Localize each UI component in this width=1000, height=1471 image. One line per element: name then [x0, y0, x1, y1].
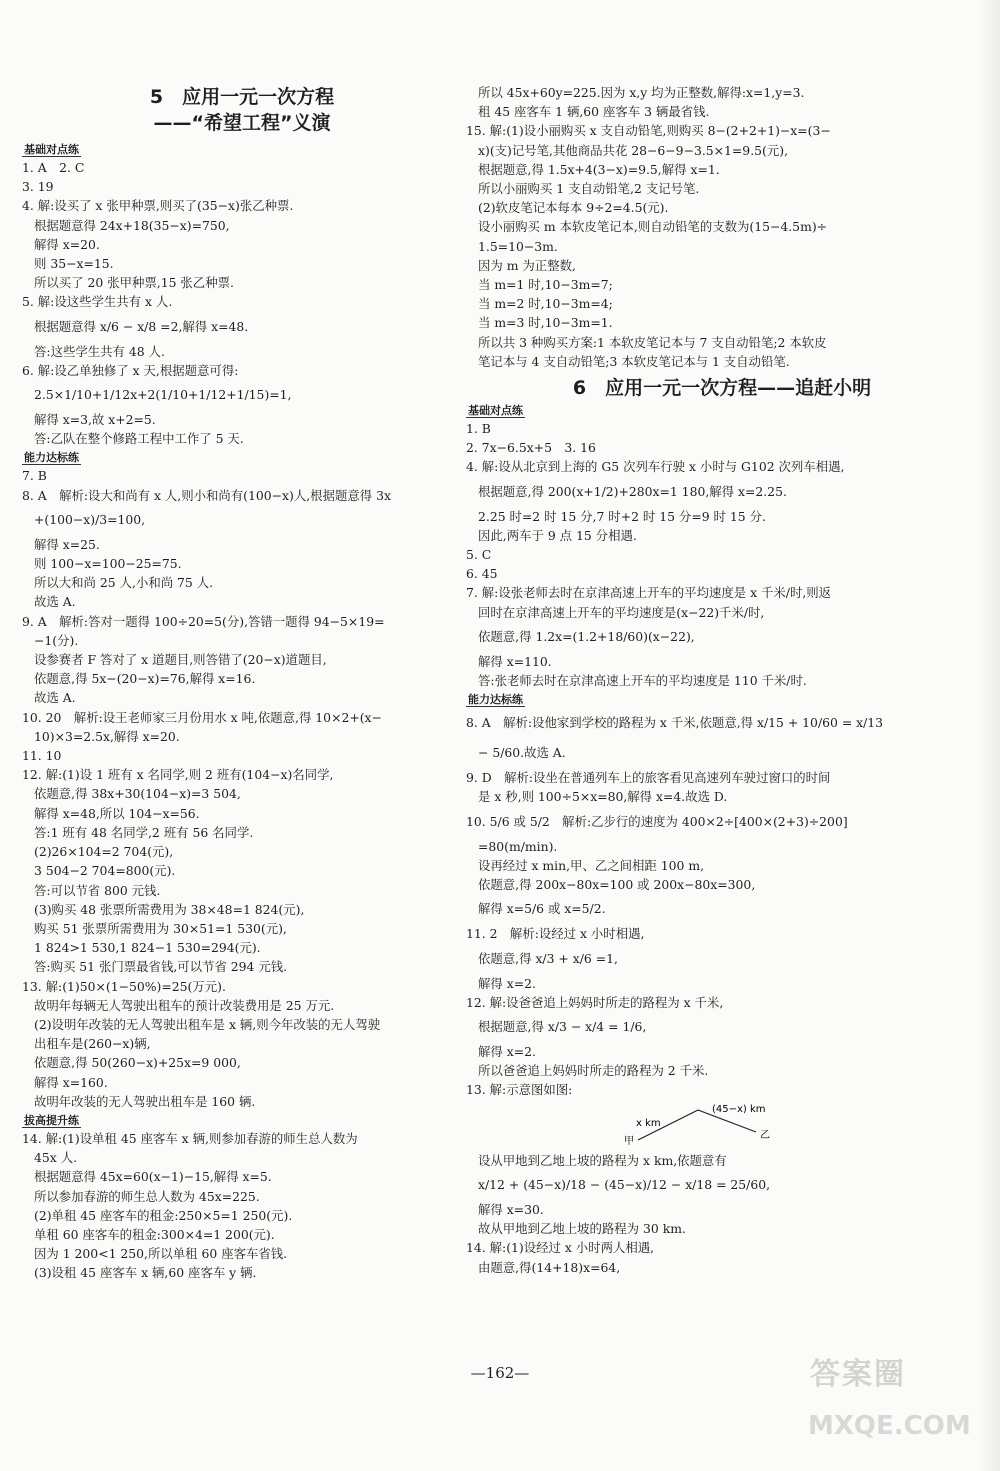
section-ability-practice-6: 能力达标练: [468, 693, 523, 707]
answers-advanced-5: [22, 1129, 462, 1283]
answer-line: 当 m=3 时,10−3m=1.: [478, 315, 613, 331]
answer-line: 购买 51 张票所需费用为 30×51=1 530(元),: [34, 920, 287, 936]
answer-line: 6. 解:设乙单独修了 x 天,根据题意可得:: [22, 362, 239, 378]
answer-line: 则 100−x=100−25=75.: [34, 556, 182, 572]
answer-line: 笔记本与 4 支自动铅笔;3 本软皮笔记本与 1 支自动铅笔.: [478, 353, 790, 369]
answers-ability-6: [466, 708, 978, 1099]
answer-line: 根据题意得 24x+18(35−x)=750,: [34, 217, 230, 233]
answer-line: 当 m=2 时,10−3m=4;: [478, 296, 613, 312]
answer-line: 4. 解:设从北京到上海的 G5 次列车行驶 x 小时与 G102 次列车相遇,: [466, 459, 845, 475]
watermark-logo: [790, 1357, 980, 1463]
answer-line: 依题意,得 5x−(20−x)=76,解得 x=16.: [34, 671, 256, 687]
diagram-end-point: 乙: [760, 1129, 770, 1141]
answer-line: 答:乙队在整个修路工程中工作了 5 天.: [34, 431, 244, 447]
answer-line: +(100−x)/3=100,: [34, 511, 146, 527]
answer-line: 设再经过 x min,甲、乙之间相距 100 m,: [478, 857, 705, 873]
section-basic-practice-6: 基础对点练: [468, 404, 523, 418]
watermark-url: MXQE.COM: [808, 1411, 971, 1441]
answer-line: 解得 x=5/6 或 x=5/2.: [478, 901, 606, 917]
answers-basic-5: [22, 158, 462, 448]
answer-line: 设从甲地到乙地上坡的路程为 x km,依题意有: [478, 1152, 727, 1168]
answer-line: 故选 A.: [34, 690, 76, 706]
answer-line: 8. A 解析:设他家到学校的路程为 x 千米,依题意,得 x/15 + 10/60 = x/13: [466, 715, 884, 731]
answer-line: 1.5=10−3m.: [478, 238, 558, 254]
answer-line: 解得 x=3,故 x+2=5.: [34, 412, 156, 428]
answers-advanced-5-continued: [466, 83, 978, 371]
answer-line: 14. 解:(1)设单租 45 座客车 x 辆,则参加春游的师生总人数为: [22, 1130, 358, 1146]
answer-line: 解得 x=48,所以 104−x=56.: [34, 805, 200, 821]
answer-line: 12. 解:(1)设 1 班有 x 名同学,则 2 班有(104−x)名同学,: [22, 767, 334, 783]
answer-line: 11. 2 解析:设经过 x 小时相遇,: [466, 926, 645, 942]
answer-line: 则 35−x=15.: [34, 256, 114, 272]
answer-line: −1(分).: [34, 632, 79, 648]
answers-basic-6: [466, 419, 978, 690]
answer-line: (2)26×104=2 704(元),: [34, 844, 174, 860]
right-column: [466, 83, 978, 1277]
answers-ability-6-continued: [466, 1151, 978, 1277]
answer-line: 解得 x=160.: [34, 1074, 108, 1090]
answer-line: 解得 x=2.: [478, 975, 536, 991]
answer-line: 解得 x=20.: [34, 236, 100, 252]
lesson-subtitle-5: ——“希望工程”义演: [153, 112, 331, 134]
answer-line: 答:这些学生共有 48 人.: [34, 343, 165, 359]
answer-line: (2)单租 45 座客车的租金:250×5=1 250(元).: [34, 1207, 293, 1223]
answer-line: 回时在京津高速上开车的平均速度是(x−22)千米/时,: [478, 604, 765, 620]
answer-line: 是 x 秒,则 100÷5×x=80,解得 x=4.故选 D.: [478, 789, 728, 805]
answer-line: 5. C: [466, 547, 492, 563]
answer-line: 所以爸爸追上妈妈时所走的路程为 2 千米.: [478, 1063, 709, 1079]
diagram-label-right: (45−x) km: [712, 1103, 766, 1115]
section-advanced-practice: 拔高提升练: [24, 1113, 79, 1127]
answer-line: x/12 + (45−x)/18 − (45−x)/12 − x/18 = 25/60,: [478, 1176, 771, 1192]
answer-line: 所以大和尚 25 人,小和尚 75 人.: [34, 575, 214, 591]
answer-line: 单租 60 座客车的租金:300×4=1 200(元).: [34, 1226, 275, 1242]
page-edge-shadow: [978, 0, 1000, 1471]
answer-line: 所以买了 20 张甲种票,15 张乙种票.: [34, 275, 234, 291]
page-number: —162—: [470, 1364, 530, 1382]
answer-line: 依题意,得 50(260−x)+25x=9 000,: [34, 1055, 241, 1071]
answer-line: 13. 解:(1)50×(1−50%)=25(万元).: [22, 978, 226, 994]
answer-line: =80(m/min).: [478, 838, 558, 854]
answer-line: 2.25 时=2 时 15 分,7 时+2 时 15 分=9 时 15 分.: [478, 508, 766, 524]
answer-line: 解得 x=2.: [478, 1043, 536, 1059]
answer-line: 1. B: [466, 421, 491, 437]
answer-line: 租 45 座客车 1 辆,60 座客车 3 辆最省钱.: [478, 104, 710, 120]
answer-line: 故从甲地到乙地上坡的路程为 30 km.: [478, 1221, 686, 1237]
answer-line: 3 504−2 704=800(元).: [34, 863, 176, 879]
answer-line: 解得 x=25.: [34, 536, 100, 552]
answer-line: 14. 解:(1)设经过 x 小时两人相遇,: [466, 1240, 655, 1256]
answer-line: 所以共 3 种购买方案:1 本软皮笔记本与 7 支自动铅笔;2 本软皮: [478, 334, 827, 350]
answer-line: 答:张老师去时在京津高速上开车的平均速度是 110 千米/时.: [478, 673, 807, 689]
answer-line: 所以参加春游的师生总人数为 45x=225.: [34, 1188, 260, 1204]
answer-line: (3)购买 48 张票所需费用为 38×48=1 824(元),: [34, 901, 305, 917]
diagram-label-left: x km: [636, 1117, 661, 1129]
answer-line: 1 824>1 530,1 824−1 530=294(元).: [34, 940, 261, 956]
answer-line: 根据题意,得 1.5x+4(3−x)=9.5,解得 x=1.: [478, 161, 720, 177]
answer-line: 故明年改装的无人驾驶出租车是 160 辆.: [34, 1093, 256, 1109]
answer-line: 解得 x=30.: [478, 1201, 544, 1217]
route-diagram: [616, 1102, 796, 1146]
answer-line: 依题意,得 200x−80x=100 或 200x−80x=300,: [478, 877, 756, 893]
answer-line: 根据题意,得 x/3 − x/4 = 1/6,: [478, 1018, 647, 1034]
answer-line: 因为 1 200<1 250,所以单租 60 座客车省钱.: [34, 1246, 288, 1262]
answer-line: (3)设租 45 座客车 x 辆,60 座客车 y 辆.: [34, 1265, 257, 1281]
answer-line: 2.5×1/10+1/12x+2(1/10+1/12+1/15)=1,: [34, 387, 292, 403]
answer-line: 8. A 解析:设大和尚有 x 人,则小和尚有(100−x)人,根据题意得 3x: [22, 487, 391, 503]
section-basic-practice: 基础对点练: [24, 143, 79, 156]
section-ability-practice: 能力达标练: [24, 451, 79, 465]
answer-line: 由题意,得(14+18)x=64,: [478, 1259, 621, 1275]
answer-line: 根据题意得 x/6 − x/8 =2,解得 x=48.: [34, 318, 249, 334]
answer-line: 9. A 解析:答对一题得 100÷20=5(分),答错一题得 94−5×19=: [22, 613, 385, 629]
answer-line: 9. D 解析:设坐在普通列车上的旅客看见高速列车驶过窗口的时间: [466, 770, 831, 786]
answer-line: 依题意,得 38x+30(104−x)=3 504,: [34, 786, 241, 802]
answer-line: 所以 45x+60y=225.因为 x,y 均为正整数,解得:x=1,y=3.: [478, 85, 805, 100]
answer-line: 答:1 班有 48 名同学,2 班有 56 名同学.: [34, 824, 254, 840]
answer-line: 11. 10: [22, 748, 62, 764]
answer-line: 4. 解:设买了 x 张甲种票,则买了(35−x)张乙种票.: [22, 198, 294, 214]
answers-ability-5: [22, 466, 462, 1111]
answer-line: 10. 20 解析:设王老师家三月份用水 x 吨,依题意,得 10×2+(x−: [22, 709, 382, 725]
lesson-title-6: 6 应用一元一次方程——追赶小明: [572, 377, 872, 400]
answer-line: 设小丽购买 m 本软皮笔记本,则自动铅笔的支数为(15−4.5m)÷: [478, 219, 828, 235]
answer-line: (2)设明年改装的无人驾驶出租车是 x 辆,则今年改装的无人驾驶: [34, 1016, 381, 1032]
answer-line: 故明年每辆无人驾驶出租车的预计改装费用是 25 万元.: [34, 997, 335, 1013]
answer-line: 45x 人.: [34, 1150, 78, 1166]
answer-line: 6. 45: [466, 566, 498, 582]
answer-line: 故选 A.: [34, 594, 76, 610]
answer-line: 设参赛者 F 答对了 x 道题目,则答错了(20−x)道题目,: [34, 652, 327, 668]
answer-line: 12. 解:设爸爸追上妈妈时所走的路程为 x 千米,: [466, 994, 724, 1010]
answer-line: 13. 解:示意图如图:: [466, 1082, 573, 1098]
answer-line: 5. 解:设这些学生共有 x 人.: [22, 294, 173, 310]
answer-line: 7. B: [22, 468, 47, 484]
left-column: [22, 84, 462, 1283]
answer-line: 依题意,得 x/3 + x/6 =1,: [478, 950, 618, 966]
answer-line: 因此,两车于 9 点 15 分相遇.: [478, 527, 637, 543]
answer-line: 当 m=1 时,10−3m=7;: [478, 277, 613, 293]
answer-line: 因为 m 为正整数,: [478, 257, 576, 273]
answer-line: 所以小丽购买 1 支自动铅笔,2 支记号笔.: [478, 181, 700, 197]
answer-line: − 5/60.故选 A.: [478, 745, 566, 761]
answer-line: 根据题意得 45x=60(x−1)−15,解得 x=5.: [34, 1169, 272, 1185]
watermark-text: 答案圈: [810, 1357, 906, 1392]
answer-line: 依题意,得 1.2x=(1.2+18/60)(x−22),: [478, 628, 695, 644]
answer-line: 解得 x=110.: [478, 653, 552, 669]
answer-line: 15. 解:(1)设小丽购买 x 支自动铅笔,则购买 8−(2+2+1)−x=(3−: [466, 123, 831, 139]
answer-line: x)(支)记号笔,其他商品共花 28−6−9−3.5×1=9.5(元),: [478, 142, 789, 158]
answer-line: 答:可以节省 800 元钱.: [34, 882, 161, 898]
answer-line: 根据题意,得 200(x+1/2)+280x=1 180,解得 x=2.25.: [478, 483, 787, 499]
diagram-start-point: 甲: [624, 1135, 634, 1146]
answer-line: 出租车是(260−x)辆,: [34, 1036, 151, 1052]
answer-line: 10)×3=2.5x,解得 x=20.: [34, 728, 180, 744]
lesson-title-5: 5 应用一元一次方程: [149, 86, 335, 108]
answer-line: 10. 5/6 或 5/2 解析:乙步行的速度为 400×2÷[400×(2+3)÷200]: [466, 813, 848, 829]
answer-line: 3. 19: [22, 179, 54, 195]
answer-line: 7. 解:设张老师去时在京津高速上开车的平均速度是 x 千米/时,则返: [466, 585, 832, 601]
answer-line: 2. 7x−6.5x+5 3. 16: [466, 440, 596, 456]
answer-line: 1. A 2. C: [22, 160, 85, 175]
answer-line: 答:购买 51 张门票最省钱,可以节省 294 元钱.: [34, 959, 288, 975]
answer-line: (2)软皮笔记本每本 9÷2=4.5(元).: [478, 200, 669, 216]
